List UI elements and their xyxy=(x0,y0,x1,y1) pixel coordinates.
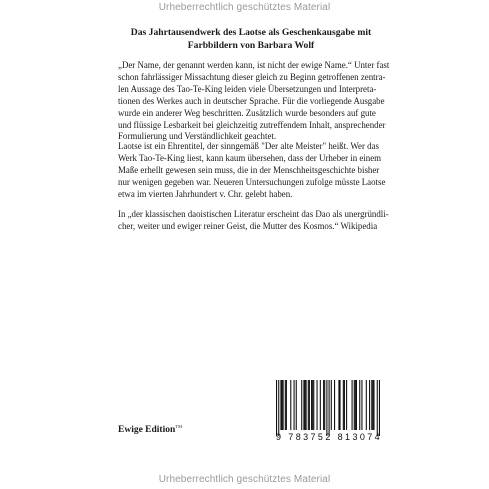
paragraph-line: wurde ein anderer Weg beschritten. Zusätzlich wurde besonders auf gute xyxy=(118,107,376,118)
barcode-bar xyxy=(308,380,309,430)
barcode-bar xyxy=(343,380,344,430)
barcode-bar xyxy=(379,380,380,436)
barcode-bar xyxy=(326,380,327,436)
barcode-bar xyxy=(355,380,356,430)
paragraph-line: schon fahrlässiger Missachtung dieser gleich zu Beginn getroffenen zentra- xyxy=(118,71,386,82)
copyright-watermark-top: Urheberrechtlich geschütztes Material xyxy=(158,2,331,13)
isbn-number: 9 783752 813074 xyxy=(276,432,383,442)
paragraph-line: Werk Tao-Te-King liest, kann kaum übersehen, dass der Urheber in einem xyxy=(118,152,382,163)
barcode-bar xyxy=(281,380,282,430)
barcode-bar xyxy=(339,380,340,430)
barcode-bar xyxy=(344,380,345,430)
barcode-bar xyxy=(359,380,360,430)
barcode-bar xyxy=(276,380,277,436)
barcode-bar xyxy=(311,380,312,430)
paragraph-line: Formulierung und Verständlichkeit geachtet. xyxy=(118,131,277,142)
paragraph-line: nur wenigen gegeben war. Neueren Untersuchungen zufolge müsste Laotse xyxy=(118,176,386,187)
barcode-bar xyxy=(301,380,302,430)
paragraph-line: cher, weiter und ewiger reiner Geist, die Mutter des Kosmos.“ Wikipedia xyxy=(118,220,378,231)
barcode-bar xyxy=(304,380,305,430)
copyright-watermark-bottom: Urheberrechtlich geschütztes Material xyxy=(158,474,331,485)
headline-line-2: Farbbildern von Barbara Wolf xyxy=(187,40,315,51)
cover-headline xyxy=(118,26,384,52)
paragraph-line: In „der klassischen daoistischen Literatur erscheint das Dao als unergründli- xyxy=(118,209,389,219)
barcode-bar xyxy=(303,380,304,430)
paragraph-line: und flüssige Lesbarkeit bei gleichzeitig zutreffendem Inhalt, ansprechender xyxy=(118,119,386,130)
barcode-bar xyxy=(313,380,314,430)
barcode-bar xyxy=(377,380,378,436)
publisher-imprint xyxy=(118,424,182,435)
paragraph-line: len Aussage des Tao-Te-King leiden viele Übersetzungen und Interpreta- xyxy=(118,83,377,94)
barcode-bar xyxy=(373,380,374,430)
barcode-bar xyxy=(371,380,372,430)
barcode-bar xyxy=(320,380,321,430)
paragraph-line: tionen des Werkes auch in deutscher Sprache. Für die vorliegende Ausgabe xyxy=(118,95,385,106)
barcode-bar xyxy=(309,380,310,430)
barcode-bar xyxy=(324,380,325,430)
blurb-paragraph-3 xyxy=(118,209,389,233)
barcode-bar xyxy=(296,380,297,430)
barcode-bar xyxy=(366,380,367,430)
barcode-bar xyxy=(323,380,324,430)
barcode-bar xyxy=(285,380,286,430)
barcode-bar xyxy=(286,380,287,430)
paragraph-line: Maße erhellt gewesen sein muss, die in der Menschheitsgeschichte bisher xyxy=(118,164,380,175)
barcode-bar xyxy=(283,380,284,430)
blurb-paragraph-1 xyxy=(118,60,390,143)
blurb-paragraph-2 xyxy=(118,141,386,201)
barcode-bars xyxy=(272,380,380,436)
barcode-bar xyxy=(352,380,353,430)
barcode-bar xyxy=(331,380,332,430)
barcode-bar xyxy=(329,380,330,436)
barcode-bar xyxy=(361,380,362,430)
barcode-bar xyxy=(346,380,347,430)
barcode-bar xyxy=(369,380,370,430)
trademark-mark: TM xyxy=(175,424,183,429)
barcode-bar xyxy=(372,380,373,430)
barcode-bar xyxy=(278,380,279,436)
paragraph-line: „Der Name, der genannt werden kann, ist nicht der ewige Name.“ Unter fast xyxy=(118,60,390,70)
barcode-bar xyxy=(290,380,291,430)
barcode-bar xyxy=(356,380,357,430)
barcode-bar xyxy=(338,380,339,430)
publisher-name: Ewige Edition xyxy=(118,425,176,436)
barcode-bar xyxy=(294,380,295,430)
barcode-bar xyxy=(334,380,335,430)
headline-line-1: Das Jahrtausendwerk des Laotse als Geschenkausgabe mit xyxy=(130,27,372,38)
paragraph-line: Laotse ist ein Ehrentitel, der sinngemäß "Der alte Meister" heißt. Wer das xyxy=(118,141,379,151)
barcode-bar xyxy=(312,380,313,430)
paragraph-line: etwa im vierten Jahrhundert v. Chr. gelebt haben. xyxy=(118,188,293,199)
barcode-bar xyxy=(280,380,281,430)
barcode-bar xyxy=(317,380,318,430)
barcode-bar xyxy=(354,380,355,430)
barcode-bar xyxy=(306,380,307,430)
